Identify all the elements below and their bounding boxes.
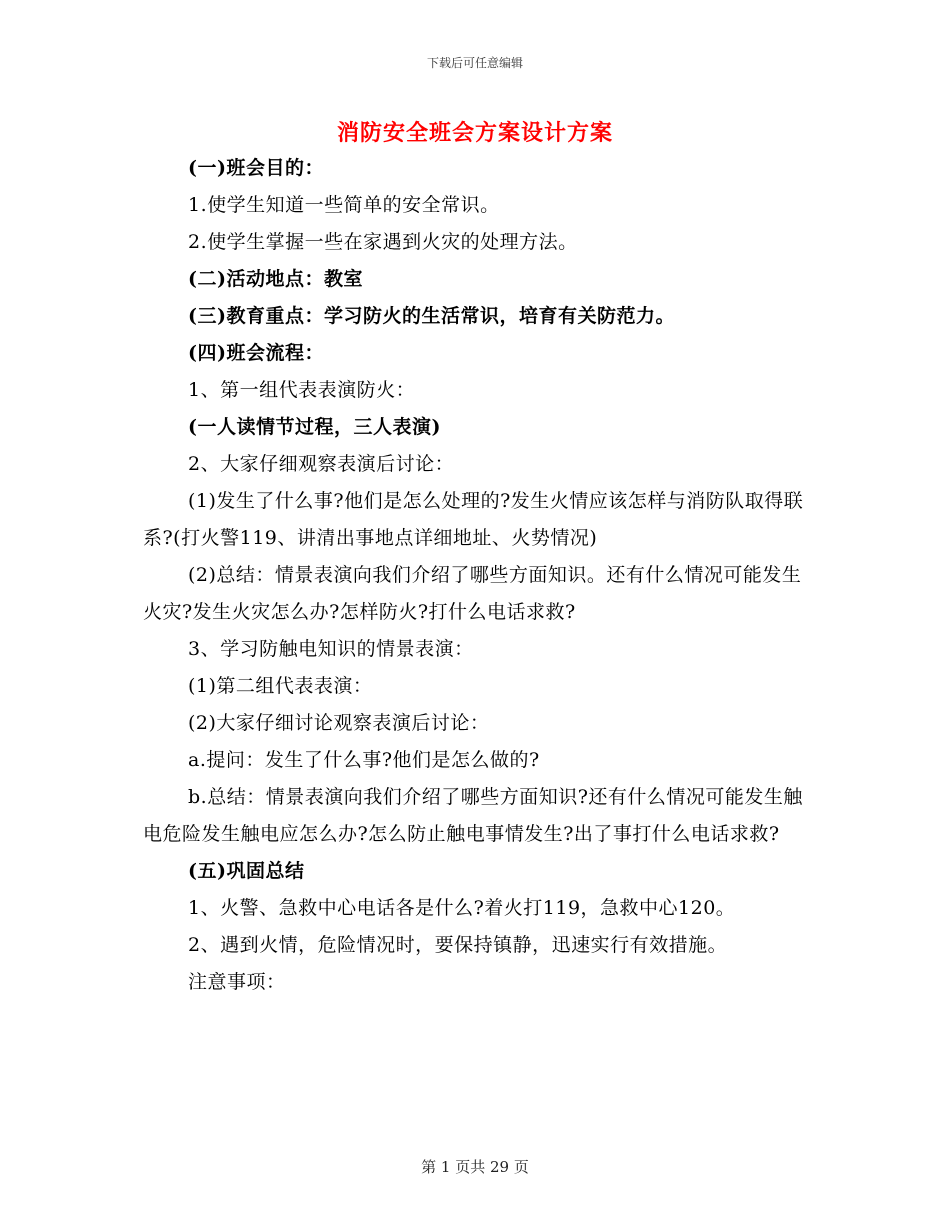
paragraph: a.提问：发生了什么事?他们是怎么做的? bbox=[188, 749, 540, 771]
section-heading: (二)活动地点：教室 bbox=[188, 268, 363, 290]
section-heading: (四)班会流程： bbox=[188, 342, 324, 364]
paragraph: 1、火警、急救中心电话各是什么?着火打119，急救中心120。 bbox=[188, 897, 736, 919]
document-body bbox=[143, 150, 813, 1001]
paragraph: 2.使学生掌握一些在家遇到火灾的处理方法。 bbox=[188, 231, 578, 253]
section-heading: (一人读情节过程，三人表演) bbox=[188, 416, 441, 438]
paragraph: 3、学习防触电知识的情景表演： bbox=[188, 638, 474, 660]
section-heading: (五)巩固总结 bbox=[188, 860, 305, 882]
section-heading: (三)教育重点：学习防火的生活常识，培育有关防范力。 bbox=[188, 305, 675, 327]
paragraph: (1)发生了什么事?他们是怎么处理的?发生火情应该怎样与消防队取得联系?(打火警119、讲清出事地点详细地址、火势情况) bbox=[143, 490, 804, 549]
paragraph: 1.使学生知道一些简单的安全常识。 bbox=[188, 194, 500, 216]
paragraph: 注意事项： bbox=[188, 971, 286, 993]
document-title: 消防安全班会方案设计方案 bbox=[336, 120, 613, 146]
page-header: 下载后可任意编辑 bbox=[426, 56, 523, 70]
paragraph: b.总结：情景表演向我们介绍了哪些方面知识?还有什么情况可能发生触电危险发生触电应怎么办?怎么防止触电事情发生?出了事打什么电话求救? bbox=[143, 786, 803, 845]
paragraph: (2)大家仔细讨论观察表演后讨论： bbox=[188, 712, 490, 734]
paragraph: 1、第一组代表表演防火： bbox=[188, 379, 416, 401]
page-footer: 第 1 页共 29 页 bbox=[421, 1158, 529, 1176]
section-heading: (一)班会目的： bbox=[188, 157, 324, 179]
paragraph: (2)总结：情景表演向我们介绍了哪些方面知识。还有什么情况可能发生火灾?发生火灾怎么办?怎样防火?打什么电话求救? bbox=[143, 564, 802, 623]
paragraph: 2、大家仔细观察表演后讨论： bbox=[188, 453, 455, 475]
paragraph: 2、遇到火情，危险情况时，要保持镇静，迅速实行有效措施。 bbox=[188, 934, 728, 956]
paragraph: (1)第二组代表表演： bbox=[188, 675, 373, 697]
